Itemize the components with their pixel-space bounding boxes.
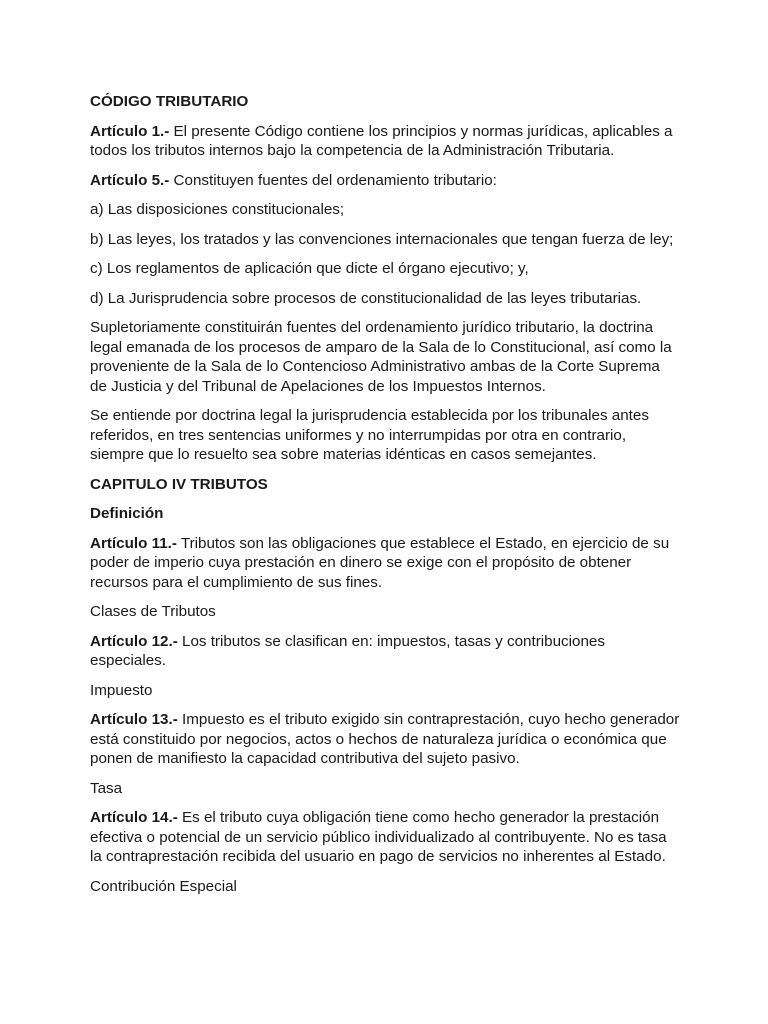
article-1-label: Artículo 1.- [90,122,170,140]
article-14-label: Artículo 14.- [90,809,178,826]
article-14-text: Es el tributo cuya obligación tiene como hecho generador la prestación efectiva o potencial de un servicio público individualizado al contribuyente. No es tasa la contraprestación recibida del usuario en pago de servicios no inherentes al Estado. [90,809,667,865]
list-item-d: d) La Jurisprudencia sobre procesos de constitucionalidad de las leyes tributarias. [90,289,642,307]
paragraph-doctrina-legal: Se entiende por doctrina legal la jurisprudencia establecida por los tribunales antes referidos, en tres sentencias uniformes y no interrumpidas por otra en contrario, siempre que lo resuelto sea sobre materias idénticas en casos semejantes. [90,407,649,463]
chapter-heading: CAPITULO IV TRIBUTOS [90,475,268,493]
subheading-impuesto: Impuesto [90,681,153,699]
article-5-label: Artículo 5.- [90,171,170,189]
article-12-label: Artículo 12.- [90,632,178,650]
article-14 [90,808,680,867]
subheading-tasa: Tasa [90,779,123,797]
article-5-text: Constituyen fuentes del ordenamiento tributario: [169,171,497,189]
article-11-text: Tributos son las obligaciones que establece el Estado, en ejercicio de su poder de imperio cuya prestación en dinero se exige con el propósito de obtener recursos para el cumplimiento de sus fines. [90,534,670,591]
document-title: CÓDIGO TRIBUTARIO [90,93,249,110]
article-13-label: Artículo 13.- [90,711,178,728]
article-5 [90,171,680,191]
article-11-label: Artículo 11.- [90,534,177,552]
article-1-text: El presente Código contiene los principios y normas jurídicas, aplicables a todos los tributos internos bajo la competencia de la Administración Tributaria. [90,122,673,159]
list-item-c: c) Los reglamentos de aplicación que dicte el órgano ejecutivo; y, [90,260,529,277]
document-body [90,92,680,906]
list-item-b: b) Las leyes, los tratados y las convenciones internacionales que tengan fuerza de ley; [90,230,674,248]
article-11 [90,534,680,593]
article-12-text: Los tributos se clasifican en: impuestos, tasas y contribuciones especiales. [90,632,605,669]
subheading-clases-de-tributos: Clases de Tributos [90,603,216,620]
paragraph-supletoriamente: Supletoriamente constituirán fuentes del ordenamiento jurídico tributario, la doctrina legal emanada de los procesos de amparo de la Sala de lo Constitucional, así como la proveniente de la Sala de lo Contencioso Administrativo ambas de la Corte Suprema de Justicia y del Tribunal de Apelaciones de los Impuestos Internos. [90,319,672,395]
article-12 [90,632,680,671]
section-heading-definicion: Definición [90,505,164,522]
article-13 [90,710,680,769]
article-1 [90,122,680,161]
list-item-a: a) Las disposiciones constitucionales; [90,201,345,218]
subheading-contribucion-especial: Contribución Especial [90,877,237,895]
article-13-text: Impuesto es el tributo exigido sin contraprestación, cuyo hecho generador está constituido por negocios, actos o hechos de naturaleza jurídica o económica que ponen de manifiesto la capacidad contributiva del sujeto pasivo. [90,711,680,767]
